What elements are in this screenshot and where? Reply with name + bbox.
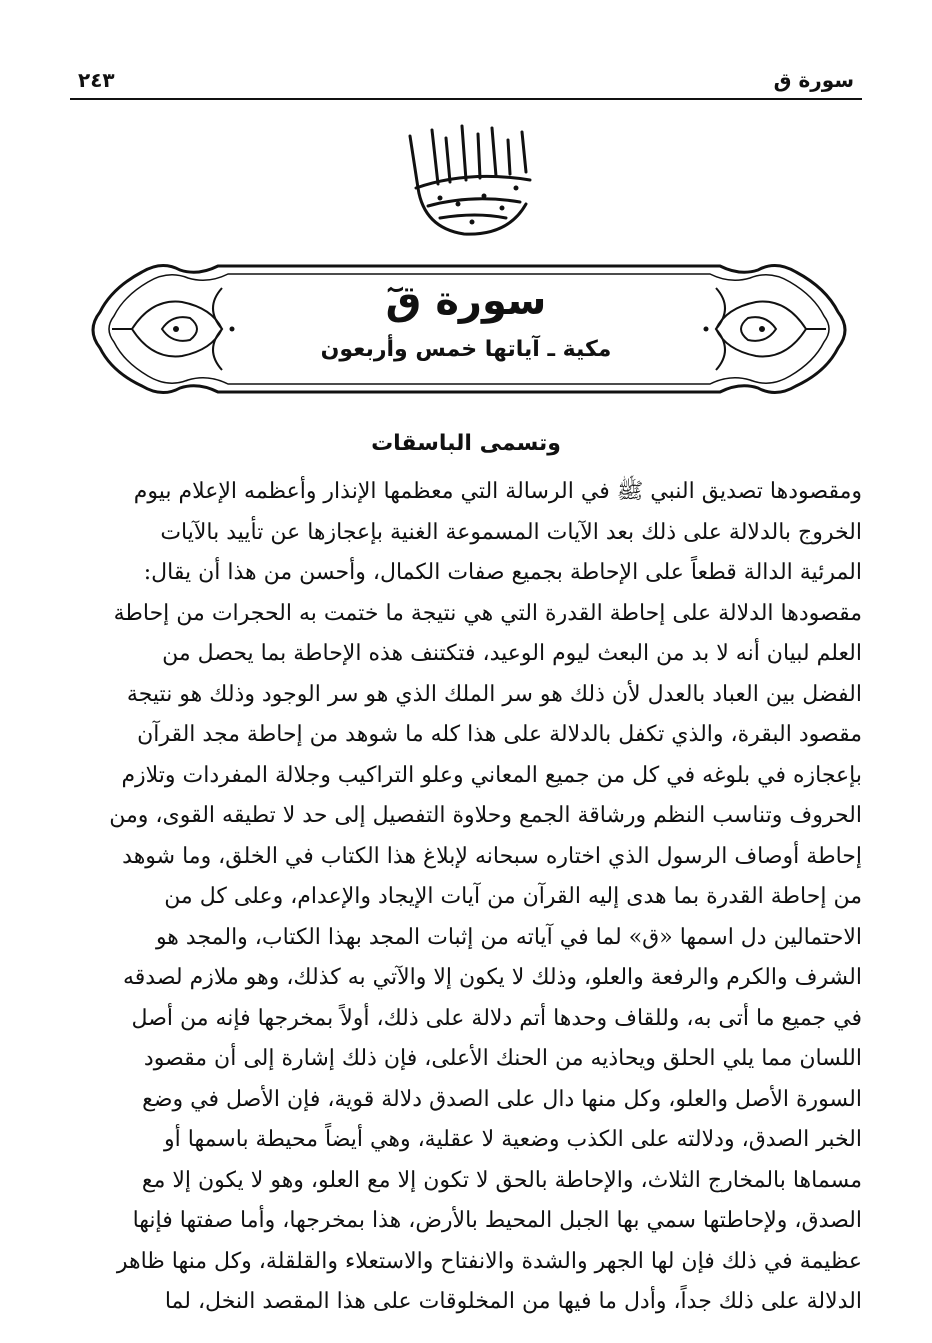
section-heading: وتسمى الباسقات bbox=[371, 431, 561, 456]
text-line: من إحاطة القدرة بما هدى إليه القرآن من آيات الإيجاد والإعدام، وعلى كل من bbox=[164, 884, 862, 909]
frame-title-block bbox=[240, 272, 692, 388]
text-line: الحروف وتناسب النظم ورشاقة الجمع وحلاوة التفصيل إلى حد لا تطيقه القوى، ومن bbox=[109, 803, 862, 828]
text-line: الدلالة على ذلك جداً، وأدل ما فيها من المخلوقات على هذا المقصد النخل، لما bbox=[164, 1289, 862, 1314]
text-line: مقصودها الدلالة على إحاطة القدرة التي هي نتيجة ما ختمت به الحجرات من إحاطة bbox=[113, 600, 862, 626]
text-line: الفضل بين العباد بالعدل لأن ذلك هو سر الملك الذي هو سر الوجود وذلك هو نتيجة bbox=[126, 681, 862, 707]
text-line: العلم لبيان أنه لا بد من البعث ليوم الوعيد، فتكتنف هذه الإحاطة بما يحصل من bbox=[162, 641, 862, 666]
text-line: بإعجازه في بلوغه في كل من جميع المعاني وعلو التراكيب وجلالة المفردات وتلازم bbox=[121, 762, 862, 788]
page-number: ٢٤٣ bbox=[78, 68, 115, 92]
text-line: إحاطة أوصاف الرسول الذي اختاره سبحانه لإبلاغ هذا الكتاب في الخلق، وما شوهد bbox=[122, 843, 862, 869]
text-line: المرئية الدالة قطعاً على الإحاطة بجميع صفات الكمال، وأحسن من هذا أن يقال: bbox=[143, 560, 862, 585]
text-line: الخبر الصدق، ودلالته على الكذب وضعية لا عقلية، وهي أيضاً محيطة باسمها أو bbox=[164, 1127, 862, 1152]
text-line: الصدق، ولإحاطتها سمي بها الجبل المحيط بالأرض، هذا بمخرجها، وأما صفتها فإنها bbox=[132, 1208, 862, 1233]
running-surah-name: سورة ق bbox=[773, 68, 854, 92]
text-line: ومقصودها تصديق النبي ﷺ في الرسالة التي معظمها الإنذار وأعظمه الإعلام بيوم bbox=[133, 479, 862, 504]
text-line: الاحتمالين دل اسمها «ق» لما في آياته من إثبات المجد بهذا الكتاب، والمجد هو bbox=[155, 924, 862, 950]
text-line: مقصود البقرة، والذي تكفل بالدلالة على هذا كله ما شوهد من إحاطة مجد القرآن bbox=[137, 722, 862, 747]
surah-subtitle: مكية ـ آياتها خمس وأربعون bbox=[320, 337, 612, 362]
header-rule bbox=[70, 98, 862, 100]
basmala-calligraphy bbox=[380, 118, 556, 248]
text-line: الخروج بالدلالة على ذلك بعد الآيات المسموعة الغنية بإعجازها عن تأييد بالآيات bbox=[160, 519, 862, 545]
text-line: الشرف والكرم والرفعة والعلو، وذلك لا يكون إلا والآتي به كذلك، وهو ملازم لصدقه bbox=[122, 965, 862, 990]
text-line: عظيمة في ذلك فإن لها الجهر والشدة والانفتاح والاستعلاء والقلقلة، وكل منها ظاهر bbox=[116, 1248, 862, 1274]
text-line: اللسان مما يلي الحلق ويحاذيه من الحنك الأعلى، فإن ذلك إشارة إلى أن مقصود bbox=[143, 1046, 862, 1071]
text-line: في جميع ما أتى به، وللقاف وحدها أتم دلالة على ذلك، أولاً بمخرجها فإنه من أصل bbox=[131, 1005, 862, 1031]
text-line: السورة الأصل والعلو، وكل منها دال على الصدق دلالة قوية، فإن الأصل في وضع bbox=[142, 1086, 862, 1112]
running-head bbox=[78, 62, 854, 92]
surah-title: سورة قٓ bbox=[385, 278, 547, 324]
text-line: مسماها بالمخارج الثلاث، والإحاطة بالحق لا تكون إلا مع العلو، وهو لا يكون إلا مع bbox=[141, 1167, 862, 1193]
body-text bbox=[70, 472, 862, 1323]
